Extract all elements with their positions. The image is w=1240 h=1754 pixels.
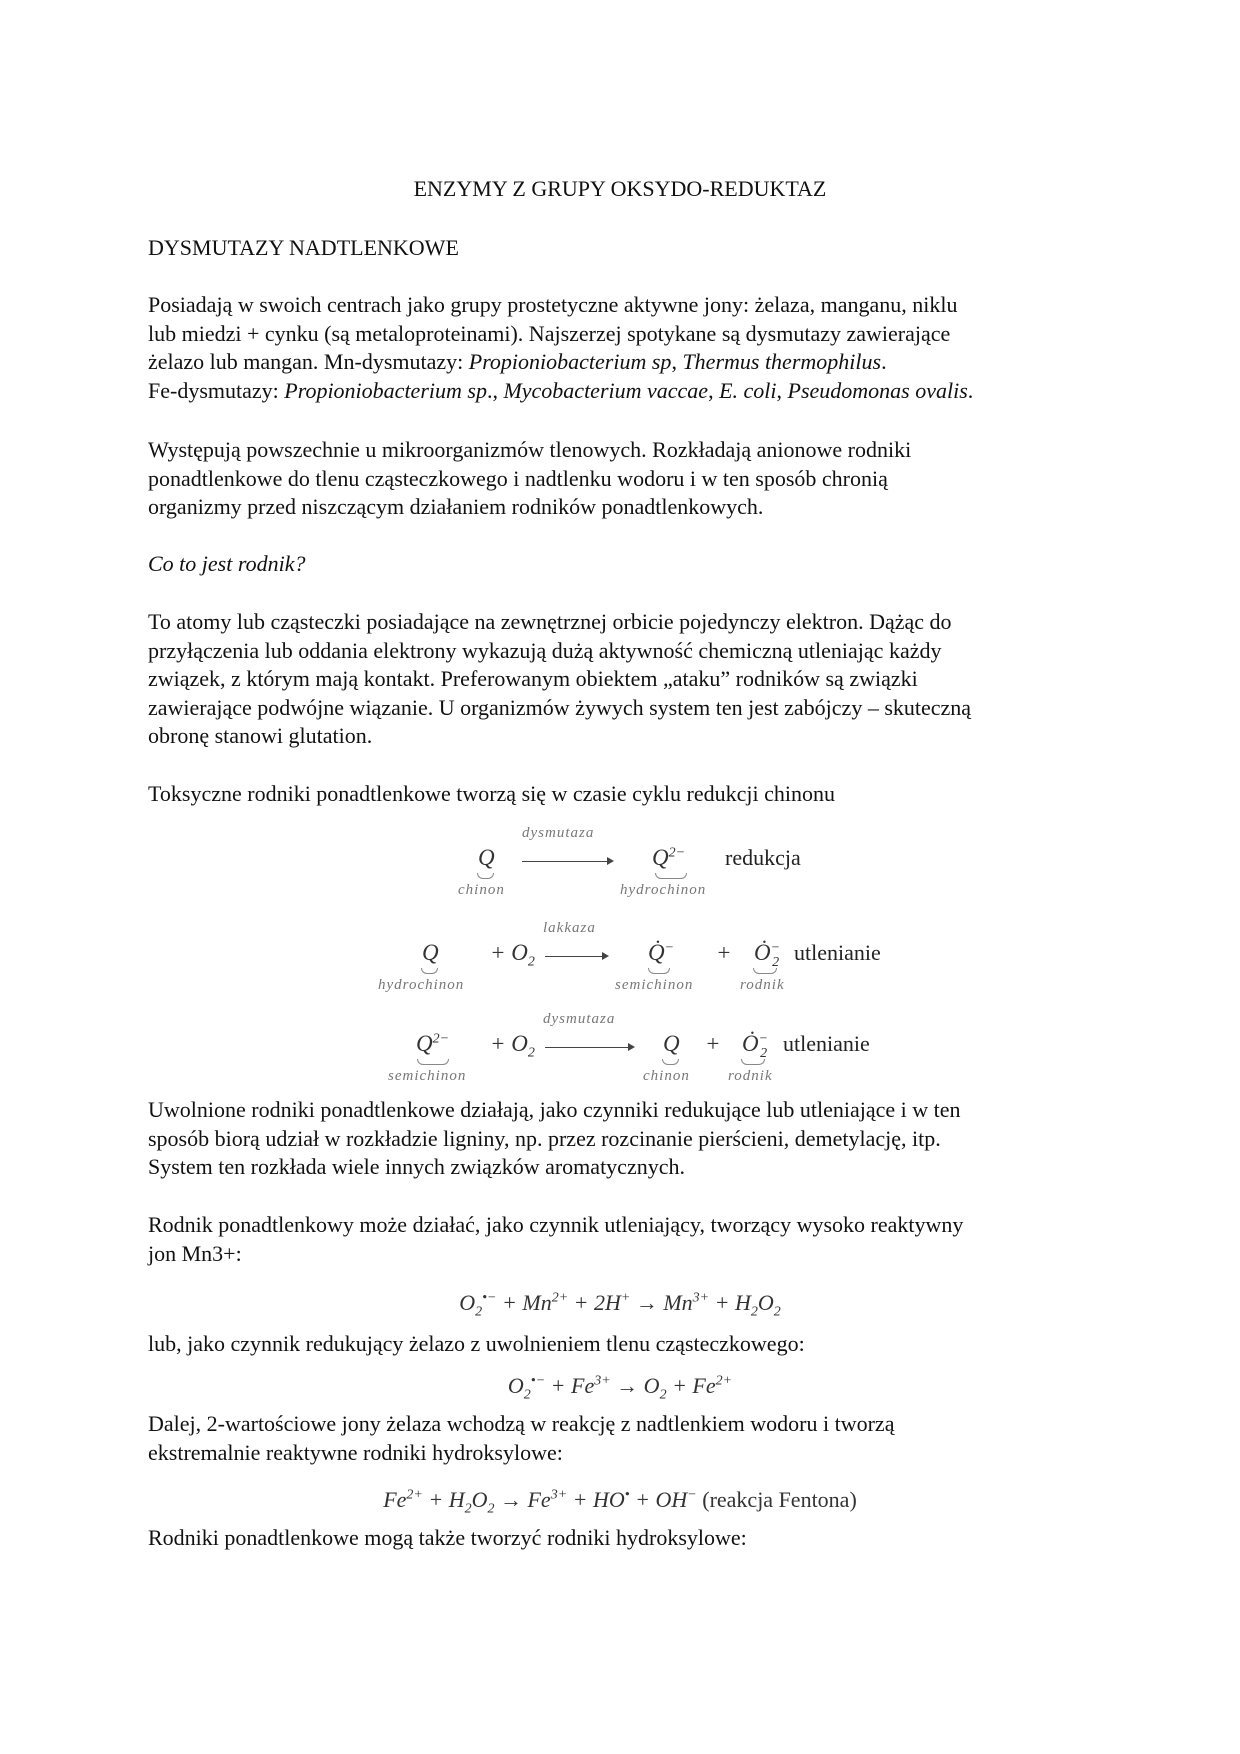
paragraph-8: Dalej, 2-wartościowe jony żelaza wchodzą w reakcję z nadtlenkiem wodoru i tworzą ekstremalnie reaktywne rodniki hydroksylowe: bbox=[148, 1411, 895, 1465]
reaction-reduction: Q chinon dysmutaza $Q^{2-}$ hydrochinon redukcja bbox=[458, 825, 801, 898]
paragraph-5: Uwolnione rodniki ponadtlenkowe działają, jako czynniki redukujące lub utleniające i w ten sposób biorą udział w rozkładzie ligniny, np. przez rozcinanie pierścieni, demetylację, itp. System ten rozkłada wiele innych związków aromatycznych. bbox=[148, 1097, 961, 1180]
paragraph-6: Rodnik ponadtlenkowy może działać, jako czynnik utleniający, tworzący wysoko reaktywny jon Mn3+: bbox=[148, 1212, 964, 1266]
paragraph-9: Rodniki ponadtlenkowe mogą także tworzyć rodniki hydroksylowe: bbox=[148, 1525, 747, 1550]
reaction-arrow bbox=[522, 861, 612, 862]
equation-fenton: $Fe^{2+} + H_2O_2 \to Fe^{3+} + HO^• + OH^-$ (reakcja Fentona) bbox=[383, 1487, 857, 1517]
reaction-arrow bbox=[545, 1047, 633, 1048]
question-heading: Co to jest rodnik? bbox=[148, 551, 306, 576]
paragraph-2: Występują powszechnie u mikroorganizmów tlenowych. Rozkładają anionowe rodniki ponadtlenkowe do tlenu cząsteczkowego i nadtlenku wodoru i w ten sposób chronią organizmy przed niszczącym działaniem rodników ponadtlenkowych. bbox=[148, 437, 912, 520]
equation-fe: $O_2^{•-} + Fe^{3+} \to O_2 + Fe^{2+}$ bbox=[507, 1373, 733, 1403]
equation-mn: $O_2^{•-} + Mn^{2+} + 2H^+ \to Mn^{3+} + H_2O_2$ bbox=[459, 1290, 781, 1320]
reaction-oxidation-1: Q hydrochinon + $O_2$ lakkaza Q̇− semichinon + $Ȯ^-_2$ rodnik utlenianie bbox=[378, 920, 881, 993]
document-title: ENZYMY Z GRUPY OKSYDO-REDUKTAZ bbox=[413, 176, 827, 201]
paragraph-4: Toksyczne rodniki ponadtlenkowe tworzą się w czasie cyklu redukcji chinonu bbox=[148, 781, 835, 806]
paragraph-3: To atomy lub cząsteczki posiadające na zewnętrznej orbicie pojedynczy elektron. Dążąc do przyłączenia lub oddania elektrony wykazują dużą aktywność chemiczną utleniając każdy związek, z którym mają kontakt. Preferowanym obiektem „ataku” rodników są związki zawierające podwójne wiązanie. U organizmów żywych system ten jest zabójczy – skuteczną obronę stanowi glutation. bbox=[148, 609, 972, 749]
paragraph-7: lub, jako czynnik redukujący żelazo z uwolnieniem tlenu cząsteczkowego: bbox=[148, 1331, 805, 1356]
section-heading: DYSMUTAZY NADTLENKOWE bbox=[148, 235, 459, 260]
paragraph-1: Posiadają w swoich centrach jako grupy prostetyczne aktywne jony: żelaza, manganu, niklu lub miedzi + cynku (są metaloproteinami). Najszerzej spotykane są dysmutazy zawierające żelazo lub mangan. Mn-dysmutazy: Propioniobacterium sp, Thermus thermophilus. Fe-dysmutazy: Propioniobacterium sp., Mycobacterium vaccae, E. coli, Pseudomonas ovalis. bbox=[148, 292, 974, 403]
reaction-oxidation-2: $Q^{2-}$ semichinon + $O_2$ dysmutaza Q chinon + $Ȯ^-_2$ rodnik utlenianie bbox=[388, 1011, 870, 1084]
reaction-arrow bbox=[545, 956, 607, 957]
